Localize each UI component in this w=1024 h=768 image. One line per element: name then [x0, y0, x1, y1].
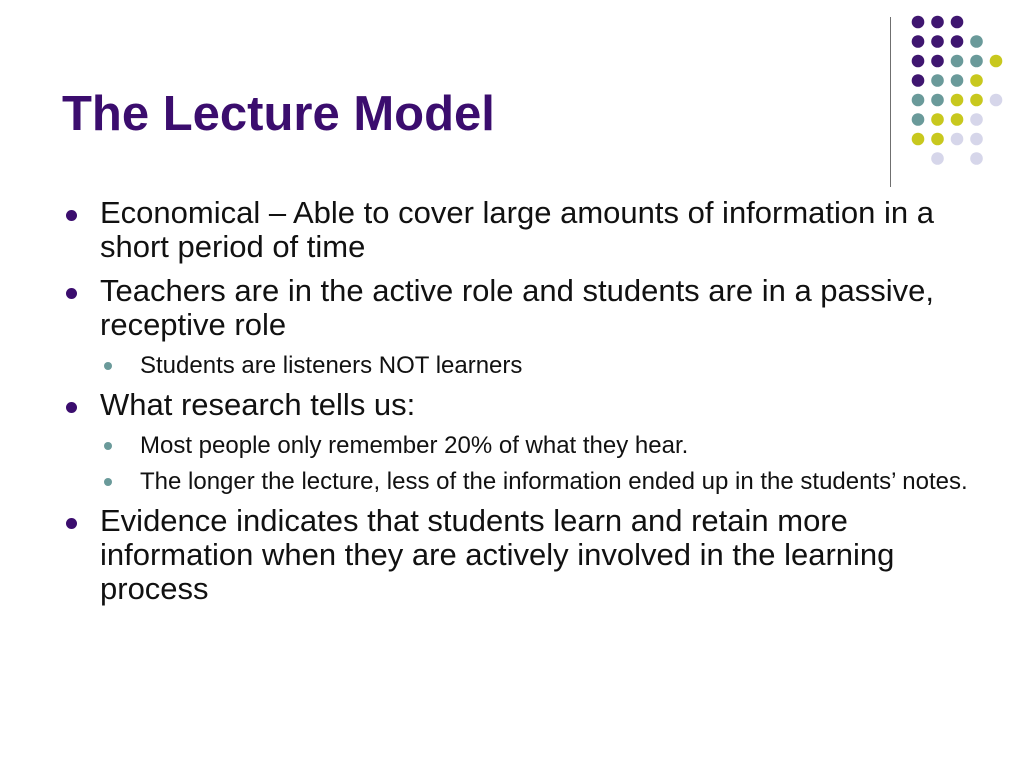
decorative-dot [970, 133, 983, 146]
decorative-dot [931, 35, 944, 48]
decorative-dot [912, 35, 925, 48]
decorative-dot [931, 133, 944, 146]
bullet-dot-icon [66, 210, 77, 221]
sub-bullet-text: The longer the lecture, less of the information ended up in the students’ notes. [140, 468, 968, 495]
decorative-dot [912, 55, 925, 68]
slide-title: The Lecture Model [62, 87, 495, 141]
sub-bullet-dot-icon [104, 442, 112, 450]
bullet-item [62, 388, 972, 422]
decorative-dot [951, 35, 964, 48]
decorative-dot [970, 94, 983, 107]
bullet-text: What research tells us: [100, 387, 416, 422]
sub-bullet-text: Students are listeners NOT learners [140, 352, 523, 379]
decorative-dot [931, 94, 944, 107]
bullet-dot-icon [66, 288, 77, 299]
bullet-list [62, 196, 972, 616]
decorative-dot [951, 133, 964, 146]
decorative-dot [951, 113, 964, 126]
decorative-dot [931, 152, 944, 165]
decorative-dot [912, 113, 925, 126]
decorative-dot [931, 55, 944, 68]
decorative-dot [970, 55, 983, 68]
sub-bullet-dot-icon [104, 362, 112, 370]
decorative-dot [951, 94, 964, 107]
sub-bullet-dot-icon [104, 478, 112, 486]
decorative-dot [970, 152, 983, 165]
decorative-dot [970, 113, 983, 126]
decorative-dot [912, 94, 925, 107]
sub-bullet-item [62, 432, 972, 460]
decorative-dot [912, 16, 925, 29]
sub-bullet-item [62, 352, 972, 380]
bullet-item [62, 274, 972, 342]
decorative-dot-grid [900, 10, 1010, 170]
decorative-dot [931, 74, 944, 87]
bullet-text: Teachers are in the active role and students are in a passive, receptive role [100, 273, 935, 342]
decorative-dot [970, 74, 983, 87]
bullet-dot-icon [66, 518, 77, 529]
decorative-dot [931, 113, 944, 126]
decorative-dot [990, 94, 1003, 107]
bullet-text: Economical – Able to cover large amounts of information in a short period of time [100, 195, 935, 264]
bullet-dot-icon [66, 402, 77, 413]
title-divider-line [890, 17, 891, 187]
decorative-dot [990, 55, 1003, 68]
bullet-item [62, 196, 972, 264]
decorative-dot [951, 16, 964, 29]
decorative-dot [970, 35, 983, 48]
bullet-text: Evidence indicates that students learn and retain more information when they are actively involved in the learning process [100, 503, 895, 606]
bullet-item [62, 504, 972, 606]
decorative-dot [951, 55, 964, 68]
sub-bullet-text: Most people only remember 20% of what they hear. [140, 432, 689, 459]
decorative-dot [951, 74, 964, 87]
decorative-dot [931, 16, 944, 29]
sub-bullet-item [62, 468, 972, 496]
decorative-dot [912, 74, 925, 87]
decorative-dot [912, 133, 925, 146]
